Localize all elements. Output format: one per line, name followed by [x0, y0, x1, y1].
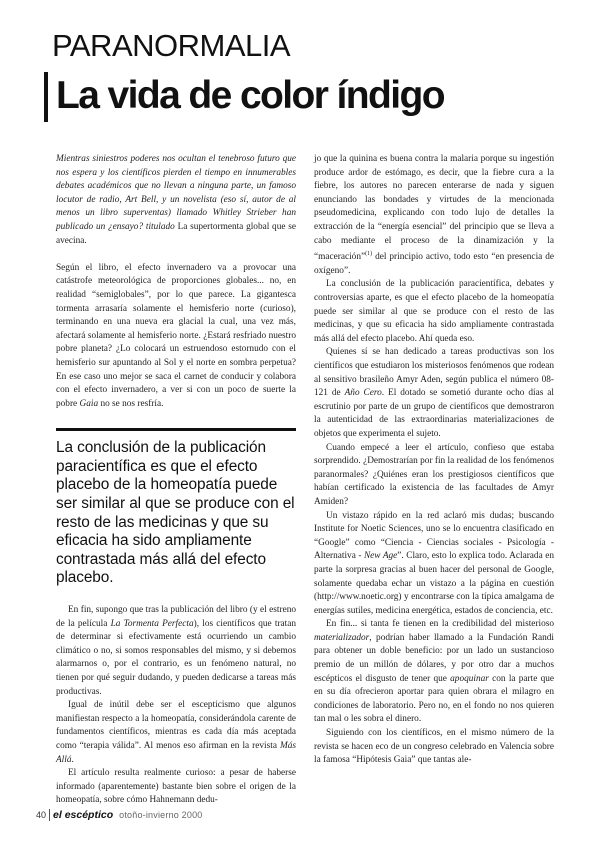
paragraph: En fin, supongo que tras la publicación del libro (y el estreno de la película La Tormenta Perfecta), los científicos que tratan de determinar si efectivamente está ocurriendo un cambio climático o no, si somos responsables del mismo, y si debemos alarmarnos o, por el contrario, es un fenómeno natural, no tienen por qué seguir dudando, y pueden dedicarse a tareas más productivas.	[56, 605, 297, 697]
footer-divider	[49, 809, 50, 821]
right-column	[314, 153, 554, 821]
paragraph: La conclusión de la publicación paracientífica, debates y controversias aparte, es que el efecto placebo de la homeopatía puede ser similar al que se produce con el resto de las medicinas, y que su eficacia ha sido ampliamente contrastada más allá del efecto placebo. Ahí queda eso.	[314, 279, 554, 344]
paragraph: En fin... si tanta fe tienen en la credibilidad del misterioso materializador, podrían haber llamado a la Fundación Randi para obtener un doble beneficio: por un lado un sustancioso premio de un millón de dólares, y por otro dar a muchos escépticos el disgusto de tener que apoquinar con la parte que en su día ofrecieron aportar para quien obrara el milagro en condiciones de laboratorio. Pero no, en el fondo no nos quieren tan mal o les sobra el dinero.	[314, 619, 555, 725]
lead-text: Mientras siniestros poderes nos ocultan el tenebroso futuro que nos espera y los científicos pierden el tiempo en innumerables debates académicos que no llevan a ninguna parte, un famoso locutor de radio, Art Bell, y un novelista (eso sí, autor de al menos un libro superventas) llamado Whitley Strieber han publicado un ¿ensayo? titulado	[56, 154, 296, 232]
paragraph: Según el libro, el efecto invernadero va a provocar una catástrofe meteorológica de proporciones globales... no, en realidad “semiglobales”, por lo que parece. La gigantesca tormenta arrasaría solamente el hemisferio norte (curioso), terminando en una nueva era glacial la cual, una vez más, afectará solamente al hemisferio norte. ¿Estará resfriado nuestro pobre planeta? ¿Lo colocará un estruendoso estornudo con el hemisferio sur apuntando al Sol y el norte en sombra perpetua? En ese caso uno mejor se saca el carnet de conducir y colabora con el efecto invernadero, a ver si con un poco de suerte la pobre Gaia no se nos resfría.	[56, 262, 296, 409]
article-title: La vida de color índigo	[56, 74, 444, 117]
magazine-name: el escéptico	[53, 809, 114, 821]
paragraph: Igual de inútil debe ser el escepticismo que algunos manifiestan respecto a la homeopatía, considerándola carente de fundamentos científicos, mientras es cada día más aceptada como “terapia válida”. Al menos eso afirman en la revista Más Allá.	[56, 700, 296, 765]
pullquote-rule	[56, 428, 296, 431]
paragraph: El artículo resulta realmente curioso: a pesar de haberse informado (aparentemente) bastante bien sobre el origen de la homeopatía, sobre cómo Hahnemann dedu-	[56, 768, 296, 806]
paragraph: jo que la quinina es buena contra la malaria porque su ingestión produce ardor de estómago, es decir, que la fiebre cura a la fiebre, los autores no parecen enterarse de nada y siguen enunciando las bondades y virtudes de la mencionada pseudomedicina, explicando con todo lujo de detalles la extracción de la “energía esencial” del principio que se lleva a cabo mediante el proceso de la dinamización y la “maceración”$^{(1)}$ del principio activo, todo esto “en presencia de oxígeno”.	[314, 154, 555, 276]
paragraph: Un vistazo rápido en la red aclaró mis dudas; buscando Institute for Noetic Sciences, uno se lo encuentra clasificado en “Google” como “Ciencia - Ciencias sociales - Psicología - Alternativa - New Age”. Claro, esto lo explica todo. Aclarada en parte la sorpresa gracias al buen hacer del personal de Google, solamente quedaba echar un vistazo a la página en cuestión (http://www.noetic.org) y encontrarse con la típica amalgama de energías sutiles, medicina energética, estados de conciencia, etc.	[314, 510, 554, 616]
footnote-ref: (1)	[365, 251, 373, 258]
section-title: PARANORMALIA	[52, 28, 291, 63]
page-footer	[36, 808, 203, 822]
paragraph: Cuando empecé a leer el artículo, confieso que estaba sorprendido. ¿Demostrarían por fin la realidad de los fenómenos paranormales? ¿Quiénes eran los prestigiosos científicos que habían certificado la existencia de las facultades de Amyr Amiden?	[314, 442, 554, 507]
pullquote: La conclusión de la publicación paracientífica es que el efecto placebo de la homeopatía puede ser similar al que se produce con el resto de las medicinas y que su eficacia ha sido ampliamente contrastada más allá del efecto placebo.	[56, 439, 295, 587]
lead-book-title: La supertormenta global que se avecina.	[56, 221, 296, 246]
title-accent-bar	[44, 72, 48, 122]
paragraph: Quienes sí se han dedicado a tareas productivas son los científicos que estudiaron los misteriosos fenómenos que rodean al sensitivo brasileño Amyr Aden, según publica el número 08-121 de Año Cero. El dotado se sometió durante ocho días al escrutinio por parte de un grupo de científicos que demostraron la autenticidad de las extraordinarias materializaciones de objetos que experimenta el sujeto.	[314, 347, 555, 439]
issue-info: otoño-invierno 2000	[119, 810, 203, 820]
lead-paragraph	[56, 153, 296, 248]
page-number: 40	[36, 810, 47, 820]
paragraph: Siguiendo con los científicos, en el mismo número de la revista se hacen eco de un congreso celebrado en Valencia sobre la famosa “Hipótesis Gaia” que tantas ale-	[314, 728, 554, 766]
left-column	[56, 153, 296, 821]
